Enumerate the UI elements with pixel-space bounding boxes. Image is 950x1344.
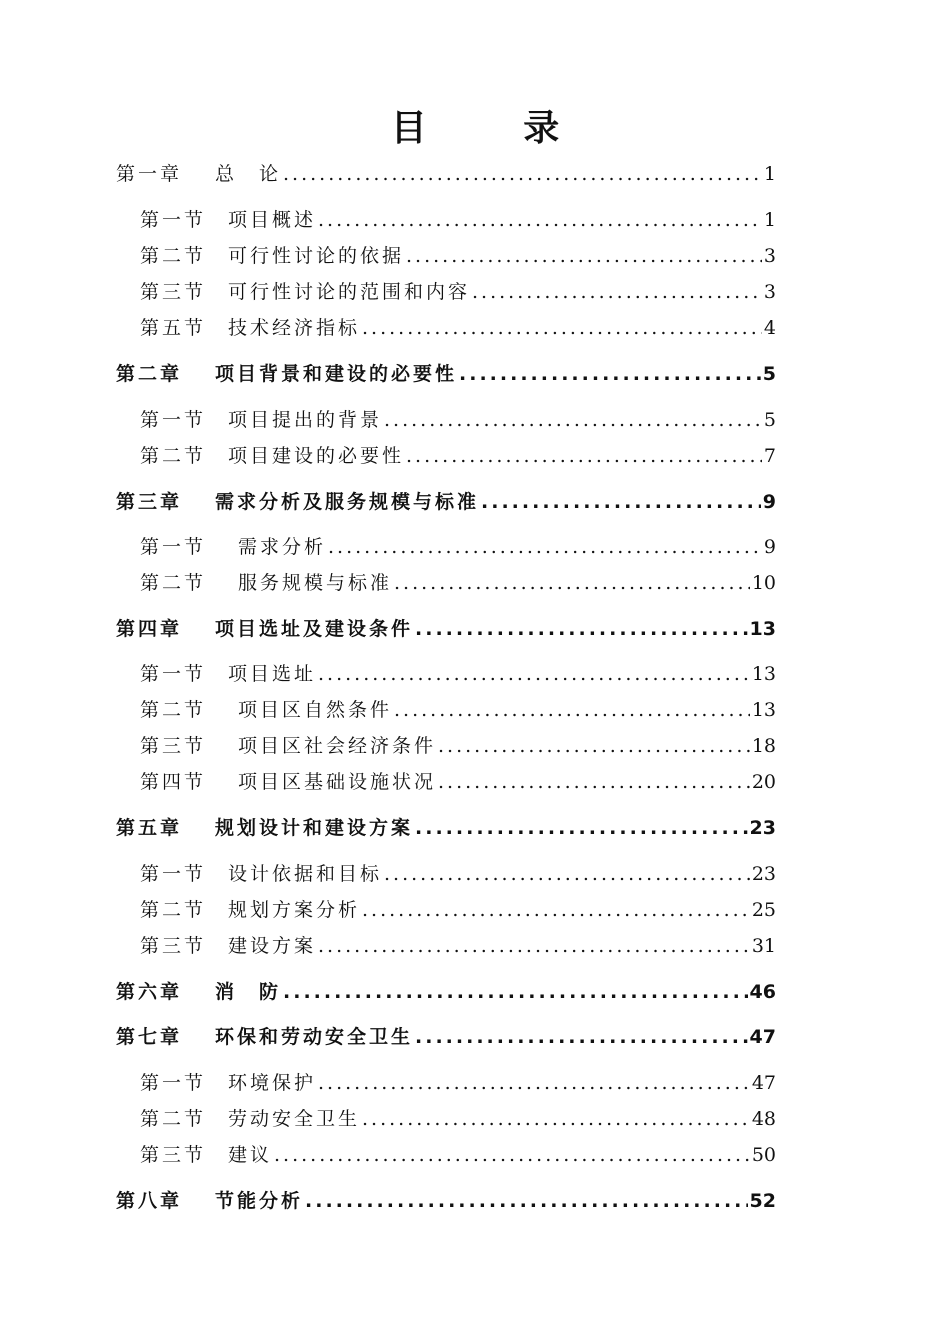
section-title: 设计依据和目标 [228, 863, 383, 885]
toc-section-entry[interactable] [140, 765, 776, 793]
page-number: 9 [763, 536, 776, 558]
dot-leader [406, 245, 762, 267]
dot-leader [328, 536, 762, 558]
page-number: 9 [762, 491, 776, 513]
section-title: 项目建设的必要性 [228, 445, 405, 467]
section-number: 第三节 [140, 735, 207, 757]
page-number: 52 [749, 1190, 776, 1212]
toc-section-entry[interactable] [140, 1138, 776, 1166]
section-number: 第一节 [140, 209, 207, 231]
toc-section-entry[interactable] [140, 275, 776, 303]
dot-leader [362, 899, 750, 921]
dot-leader [394, 699, 750, 721]
page-number: 1 [763, 163, 776, 185]
toc-section-entry[interactable] [140, 1102, 776, 1130]
page-number: 48 [751, 1108, 776, 1130]
toc-chapter-entry[interactable] [116, 157, 776, 185]
chapter-number: 第七章 [116, 1026, 183, 1048]
page-number: 25 [751, 899, 776, 921]
dot-leader [305, 1190, 748, 1212]
chapter-title: 项目选址及建设条件 [215, 618, 414, 640]
section-number: 第一节 [140, 409, 207, 431]
page-number: 13 [749, 618, 776, 640]
toc-section-entry[interactable] [140, 657, 776, 685]
page-title: 目 录 [390, 108, 602, 149]
section-title: 规划方案分析 [228, 899, 361, 921]
page-number: 13 [751, 663, 776, 685]
page-number: 18 [751, 735, 776, 757]
toc-section-entry[interactable] [140, 893, 776, 921]
section-number: 第二节 [140, 1108, 207, 1130]
page-number: 46 [749, 981, 776, 1003]
dot-leader [384, 863, 750, 885]
dot-leader [459, 363, 761, 385]
chapter-title: 环保和劳动安全卫生 [215, 1026, 414, 1048]
page-number: 5 [762, 363, 776, 385]
section-number: 第二节 [140, 699, 207, 721]
toc-chapter-entry[interactable] [116, 357, 776, 385]
section-title: 项目提出的背景 [228, 409, 383, 431]
page-number: 5 [763, 409, 776, 431]
section-number: 第二节 [140, 899, 207, 921]
section-title: 项目区社会经济条件 [238, 735, 437, 757]
dot-leader [362, 1108, 750, 1130]
toc-section-entry[interactable] [140, 857, 776, 885]
section-title: 项目概述 [228, 209, 317, 231]
section-number: 第二节 [140, 245, 207, 267]
section-number: 第一节 [140, 663, 207, 685]
toc-section-entry[interactable] [140, 566, 776, 594]
page-number: 31 [751, 935, 776, 957]
dot-leader [318, 663, 750, 685]
page-number: 23 [749, 817, 776, 839]
toc-section-entry[interactable] [140, 239, 776, 267]
section-title: 需求分析 [238, 536, 327, 558]
dot-leader [438, 771, 750, 793]
dot-leader [318, 1072, 750, 1094]
section-title: 可行性讨论的范围和内容 [228, 281, 471, 303]
page-number: 3 [763, 281, 776, 303]
section-number: 第二节 [140, 445, 207, 467]
chapter-title: 节能分析 [215, 1190, 304, 1212]
dot-leader [415, 618, 748, 640]
chapter-title: 项目背景和建设的必要性 [215, 363, 458, 385]
section-title: 建议 [228, 1144, 273, 1166]
toc-chapter-entry[interactable] [116, 612, 776, 640]
chapter-number: 第三章 [116, 491, 183, 513]
section-title: 建设方案 [228, 935, 317, 957]
toc-section-entry[interactable] [140, 311, 776, 339]
section-number: 第三节 [140, 1144, 207, 1166]
section-title: 项目选址 [228, 663, 317, 685]
dot-leader [415, 817, 748, 839]
dot-leader [394, 572, 750, 594]
toc-chapter-entry[interactable] [116, 485, 776, 513]
toc-section-entry[interactable] [140, 530, 776, 558]
section-number: 第三节 [140, 935, 207, 957]
dot-leader [283, 981, 748, 1003]
dot-leader [481, 491, 761, 513]
dot-leader [472, 281, 762, 303]
dot-leader [415, 1026, 748, 1048]
chapter-title: 消 防 [215, 981, 282, 1003]
page-number: 7 [763, 445, 776, 467]
section-number: 第一节 [140, 536, 207, 558]
page-number: 3 [763, 245, 776, 267]
dot-leader [283, 163, 762, 185]
page-number: 47 [749, 1026, 776, 1048]
page-number: 47 [751, 1072, 776, 1094]
page-number: 1 [763, 209, 776, 231]
page-number: 4 [763, 317, 776, 339]
section-title: 技术经济指标 [228, 317, 361, 339]
page-number: 50 [751, 1144, 776, 1166]
toc-section-entry[interactable] [140, 403, 776, 431]
chapter-number: 第二章 [116, 363, 183, 385]
toc-section-entry[interactable] [140, 439, 776, 467]
chapter-number: 第八章 [116, 1190, 183, 1212]
chapter-title: 需求分析及服务规模与标准 [215, 491, 480, 513]
page-number: 23 [751, 863, 776, 885]
dot-leader [318, 209, 762, 231]
page-number: 10 [751, 572, 776, 594]
page-number: 13 [751, 699, 776, 721]
toc-chapter-entry[interactable] [116, 975, 776, 1003]
section-title: 项目区基础设施状况 [238, 771, 437, 793]
section-title: 可行性讨论的依据 [228, 245, 405, 267]
dot-leader [274, 1144, 750, 1166]
chapter-title: 规划设计和建设方案 [215, 817, 414, 839]
section-number: 第三节 [140, 281, 207, 303]
section-number: 第五节 [140, 317, 207, 339]
dot-leader [362, 317, 762, 339]
chapter-number: 第四章 [116, 618, 183, 640]
page-number: 20 [751, 771, 776, 793]
toc-section-entry[interactable] [140, 1066, 776, 1094]
toc-section-entry[interactable] [140, 203, 776, 231]
chapter-title: 总 论 [215, 163, 282, 185]
dot-leader [384, 409, 762, 431]
section-title: 项目区自然条件 [238, 699, 393, 721]
chapter-number: 第六章 [116, 981, 183, 1003]
section-number: 第二节 [140, 572, 207, 594]
section-number: 第一节 [140, 1072, 207, 1094]
section-number: 第四节 [140, 771, 207, 793]
section-title: 劳动安全卫生 [228, 1108, 361, 1130]
toc-chapter-entry[interactable] [116, 811, 776, 839]
toc-section-entry[interactable] [140, 693, 776, 721]
toc-section-entry[interactable] [140, 729, 776, 757]
section-title: 服务规模与标准 [238, 572, 393, 594]
dot-leader [406, 445, 762, 467]
toc-section-entry[interactable] [140, 929, 776, 957]
toc-chapter-entry[interactable] [116, 1184, 776, 1212]
chapter-number: 第五章 [116, 817, 183, 839]
section-number: 第一节 [140, 863, 207, 885]
dot-leader [438, 735, 750, 757]
section-title: 环境保护 [228, 1072, 317, 1094]
toc-chapter-entry[interactable] [116, 1020, 776, 1048]
dot-leader [318, 935, 750, 957]
chapter-number: 第一章 [116, 163, 183, 185]
